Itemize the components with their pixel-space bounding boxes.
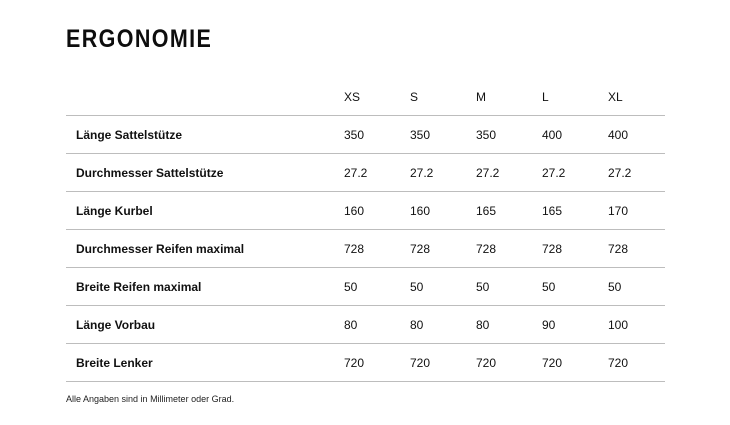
table-row [66, 230, 665, 268]
table-cell: 80 [410, 306, 476, 344]
table-cell: 400 [608, 116, 665, 154]
table-cell: 350 [476, 116, 542, 154]
table-cell: 720 [476, 344, 542, 382]
size-header-m: M [476, 78, 542, 116]
row-label: Durchmesser Reifen maximal [66, 230, 344, 268]
table-row [66, 116, 665, 154]
table-cell: 160 [344, 192, 410, 230]
header-empty-cell [66, 78, 344, 116]
table-cell: 50 [344, 268, 410, 306]
table-cell: 720 [542, 344, 608, 382]
row-label: Breite Lenker [66, 344, 344, 382]
row-label: Breite Reifen maximal [66, 268, 344, 306]
table-cell: 170 [608, 192, 665, 230]
table-cell: 720 [410, 344, 476, 382]
row-label: Durchmesser Sattelstütze [66, 154, 344, 192]
table-cell: 27.2 [344, 154, 410, 192]
table-row [66, 192, 665, 230]
table-cell: 728 [542, 230, 608, 268]
size-header-l: L [542, 78, 608, 116]
size-header-s: S [410, 78, 476, 116]
table-cell: 50 [476, 268, 542, 306]
table-cell: 27.2 [608, 154, 665, 192]
table-cell: 728 [410, 230, 476, 268]
row-label: Länge Sattelstütze [66, 116, 344, 154]
size-header-xl: XL [608, 78, 665, 116]
ergonomics-table [66, 78, 665, 382]
table-cell: 80 [344, 306, 410, 344]
table-row [66, 154, 665, 192]
page-title: ERGONOMIE [66, 25, 213, 53]
table-cell: 90 [542, 306, 608, 344]
table-cell: 50 [542, 268, 608, 306]
table-cell: 27.2 [542, 154, 608, 192]
table-cell: 50 [608, 268, 665, 306]
table-cell: 27.2 [476, 154, 542, 192]
table-cell: 50 [410, 268, 476, 306]
table-cell: 728 [608, 230, 665, 268]
table-row [66, 344, 665, 382]
table-cell: 165 [542, 192, 608, 230]
table-cell: 728 [476, 230, 542, 268]
table-cell: 350 [410, 116, 476, 154]
size-header-xs: XS [344, 78, 410, 116]
table-cell: 720 [344, 344, 410, 382]
table-cell: 400 [542, 116, 608, 154]
table-cell: 720 [608, 344, 665, 382]
row-label: Länge Kurbel [66, 192, 344, 230]
table-row [66, 306, 665, 344]
table-cell: 160 [410, 192, 476, 230]
table-row [66, 268, 665, 306]
table-cell: 350 [344, 116, 410, 154]
table-cell: 27.2 [410, 154, 476, 192]
table-cell: 80 [476, 306, 542, 344]
table-header-row [66, 78, 665, 116]
table-cell: 165 [476, 192, 542, 230]
footnote: Alle Angaben sind in Millimeter oder Grad. [66, 394, 235, 404]
row-label: Länge Vorbau [66, 306, 344, 344]
table-cell: 100 [608, 306, 665, 344]
table-cell: 728 [344, 230, 410, 268]
